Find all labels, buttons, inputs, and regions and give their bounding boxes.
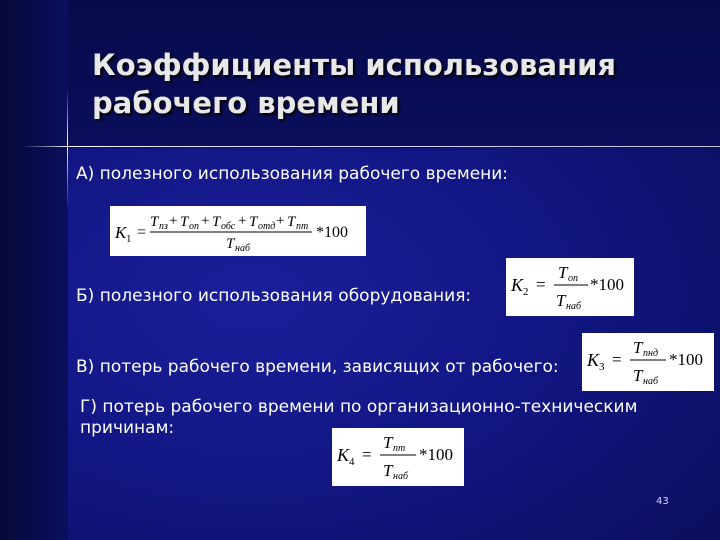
k1-num-t5-sub: пт — [296, 221, 309, 232]
k2-den-sub: наб — [566, 301, 581, 312]
crosshair-vertical-line — [67, 88, 68, 210]
k3-num-sub: пнд — [643, 348, 659, 359]
k4-num: T — [383, 433, 393, 452]
k4-lhs: K — [337, 445, 350, 465]
left-decorative-band — [0, 0, 68, 540]
k2-num-sub: оп — [568, 273, 578, 284]
formula-k4-svg — [332, 428, 464, 486]
k1-num-t3-sub: обс — [221, 221, 236, 232]
k2-lhs-sub: 2 — [523, 286, 529, 298]
k3-lhs: K — [587, 350, 600, 370]
k2-eq: = — [536, 275, 546, 294]
k1-num-t2-sub: оп — [189, 221, 199, 232]
k3-lhs-sub: 3 — [599, 361, 605, 373]
k1-num-t2: T — [180, 214, 189, 230]
k1-lhs: K — [115, 223, 127, 242]
k1-num-op4: + — [276, 213, 285, 229]
k1-num-t1: T — [150, 214, 159, 230]
formula-k4 — [332, 428, 464, 486]
k1-num-t4: T — [249, 214, 258, 230]
formula-k3-svg — [582, 333, 714, 391]
k4-den-sub: наб — [393, 471, 408, 482]
k1-num-t3: T — [212, 214, 221, 230]
item-g-line-1: Г) потерь рабочего времени по организационно-техническим — [80, 397, 638, 417]
formula-k1 — [110, 206, 366, 256]
formula-k1-svg — [110, 206, 366, 256]
k1-num-t1-sub: пз — [159, 221, 168, 232]
k3-eq: = — [612, 350, 622, 369]
title-line-1: Коэффициенты использования — [92, 48, 617, 82]
k1-num-op3: + — [238, 213, 247, 229]
slide-title — [92, 46, 652, 122]
k3-den: T — [633, 366, 643, 385]
k1-num-op1: + — [169, 213, 178, 229]
k2-lhs: K — [511, 275, 524, 295]
k1-lhs-sub: 1 — [126, 233, 132, 245]
crosshair-horizontal-line — [22, 146, 720, 147]
k3-multiplier: *100 — [669, 350, 703, 369]
formula-k2-svg — [506, 258, 634, 316]
k2-num: T — [558, 263, 568, 282]
formula-k2 — [506, 258, 634, 316]
k1-num-t4-sub: отд — [258, 221, 276, 232]
k4-multiplier: *100 — [419, 445, 453, 464]
k3-num: T — [633, 338, 643, 357]
item-a-text: А) полезного использования рабочего времени: — [76, 164, 509, 184]
k1-num-t5: T — [287, 214, 296, 230]
k4-lhs-sub: 4 — [349, 456, 355, 468]
title-line-2: рабочего времени — [92, 86, 400, 120]
k3-den-sub: наб — [643, 376, 658, 387]
k1-num-op2: + — [201, 213, 210, 229]
page-number: 43 — [656, 496, 669, 507]
item-b-text: Б) полезного использования оборудования: — [76, 286, 472, 306]
k4-den: T — [383, 461, 393, 480]
k1-den-sub: наб — [235, 243, 250, 254]
k4-num-sub: пт — [393, 443, 406, 454]
k1-multiplier: *100 — [316, 224, 348, 241]
k2-multiplier: *100 — [590, 275, 624, 294]
formula-k3 — [582, 333, 714, 391]
k1-eq: = — [137, 224, 147, 241]
k4-eq: = — [362, 445, 372, 464]
item-v-text: В) потерь рабочего времени, зависящих от рабочего: — [76, 357, 559, 377]
k2-den: T — [556, 291, 566, 310]
item-g-line-2: причинам: — [80, 418, 175, 438]
k1-den: T — [226, 236, 235, 252]
